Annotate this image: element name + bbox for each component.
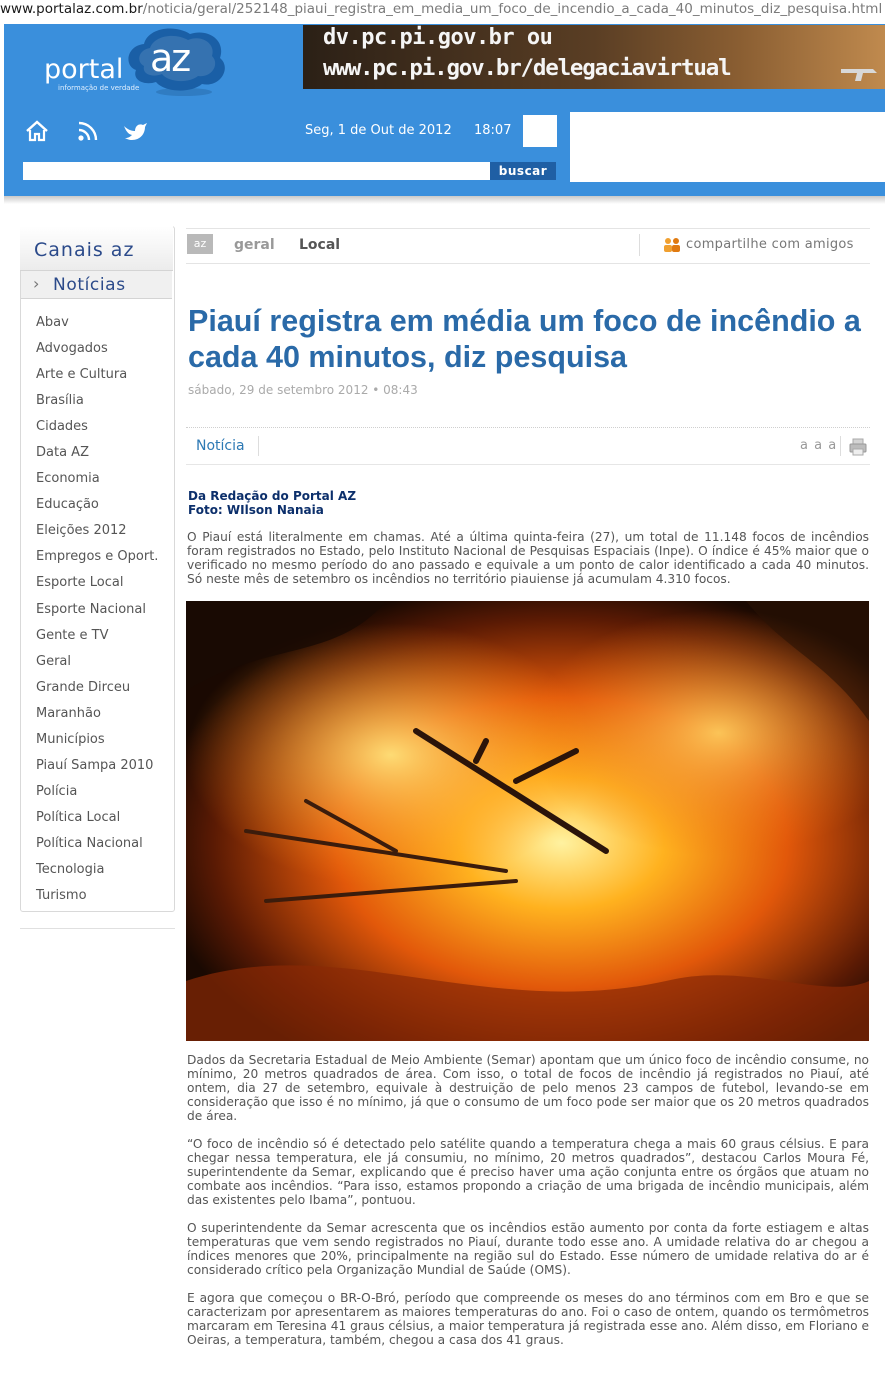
sidebar-item[interactable]: Polícia (36, 784, 78, 799)
banner-line2: www.pc.pi.gov.br/delegaciavirtual (323, 55, 731, 81)
pistol-icon (839, 65, 879, 83)
logo-word: portal (44, 54, 124, 85)
sidebar-item[interactable]: Política Nacional (36, 836, 143, 851)
share-people-icon[interactable] (662, 237, 682, 253)
header-time: 18:07 (474, 123, 512, 138)
tab-divider (639, 234, 640, 256)
article-paragraph-5: E agora que começou o BR-O-Bró, período que compreende os meses do ano términos com em Bro e que se caracterizam por apresentarem as maiores temperaturas do ano. Foi o caso de ontem, quando os termômetros marcaram em Teresina 41 graus célsius, a maior temperatura já registrada esse ano. Além disso, em Floriano e Oeiras, a temperatura, também, chegou a casa dos 41 graus. (187, 1291, 869, 1348)
sidebar-title (20, 226, 173, 271)
divider (258, 436, 259, 456)
credit-author: Da Redação do Portal AZ (188, 489, 357, 503)
header-date: Seg, 1 de Out de 2012 (305, 123, 452, 138)
sidebar-section-noticias[interactable] (21, 271, 172, 299)
article-paragraph-4: O superintendente da Semar acrescenta que os incêndios estão aumento por conta da forte estiagem e altas temperaturas que vem sendo registrados no Piauí, durante todo esse ano. A umidade relativa do ar chegou a índices menores que 20%, principalmente na região sul do Estado. Esse número de umidade relativa do ar é considerado crítico pela Organização Mundial de Saúde (OMS). (187, 1221, 869, 1278)
sidebar-item[interactable]: Esporte Nacional (36, 602, 146, 617)
sidebar-item[interactable]: Arte e Cultura (36, 367, 128, 382)
sidebar-section-label: Notícias (53, 275, 126, 295)
sidebar-item[interactable]: Eleições 2012 (36, 523, 127, 538)
article-paragraph-3: “O foco de incêndio só é detectado pelo satélite quando a temperatura chega a mais 60 graus célsius. E para chegar nessa temperatura, ele já consumiu, no mínimo, 20 metros quadrados”, destacou Carlos Moura Fé, superintendente da Semar, explicando que é preciso haver uma ação conjunta entre os órgãos que atuam no combate aos incêndios. “Para isso, estamos propondo a criação de uma brigada de incêndio municipais, além das existentes pelo Ibama”, pontuou. (187, 1137, 869, 1208)
article-credit (188, 489, 356, 517)
sidebar-item[interactable]: Advogados (36, 341, 108, 356)
home-icon[interactable] (24, 118, 50, 144)
sidebar-item[interactable]: Esporte Local (36, 575, 124, 590)
logo-tagline: informação de verdade (58, 84, 140, 92)
divider (840, 436, 841, 456)
url-path: /noticia/geral/252148_piaui_registra_em_media_um_foco_de_incendio_a_cada_40_minutos_diz_pesquisa.html (142, 1, 883, 17)
header-weather-box (523, 115, 557, 147)
url-bar[interactable] (0, 0, 889, 20)
sidebar-item[interactable]: Educação (36, 497, 99, 512)
tab-local[interactable]: Local (299, 237, 341, 253)
sidebar-item[interactable]: Política Local (36, 810, 121, 825)
rss-icon[interactable] (75, 118, 101, 144)
sidebar-item[interactable]: Gente e TV (36, 628, 109, 643)
sidebar-item[interactable]: Brasília (36, 393, 84, 408)
print-icon[interactable] (848, 437, 868, 457)
sidebar-item[interactable]: Tecnologia (36, 862, 105, 877)
chevron-right-icon: › (33, 274, 40, 293)
sidebar-item[interactable]: Cidades (36, 419, 88, 434)
header-ad-slot (570, 112, 885, 182)
tab-geral[interactable]: geral (234, 237, 275, 253)
banner-line1: dv.pc.pi.gov.br ou (323, 25, 553, 50)
sidebar-item[interactable]: Maranhão (36, 706, 101, 721)
sidebar-item[interactable]: Abav (36, 315, 69, 330)
search-input[interactable] (23, 162, 490, 180)
article-dateline: sábado, 29 de setembro 2012 • 08:43 (188, 383, 418, 397)
url-domain: www.portalaz.com.br (0, 1, 143, 17)
credit-photo: Foto: WIlson Nanaia (188, 503, 324, 517)
sidebar-item[interactable]: Piauí Sampa 2010 (36, 758, 154, 773)
article-paragraph-2: Dados da Secretaria Estadual de Meio Ambiente (Semar) apontam que um único foco de incêndio consume, no mínimo, 20 metros quadrados de área. Com isso, o total de focos de incêndio já registrados no Piauí, até ontem, dia 27 de setembro, equivale à destruição de pelo menos 23 campos de futebol, levando-se em consideração que isso é no mínimo, já que o consumo de um foco pode ser maior que os 20 metros quadrados de área. (187, 1053, 869, 1124)
twitter-bird-icon[interactable] (122, 118, 148, 144)
ad-banner-delegacia[interactable] (303, 25, 885, 89)
sidebar-item[interactable]: Empregos e Oport. (36, 549, 159, 564)
sidebar-item[interactable]: Economia (36, 471, 100, 486)
sidebar-item[interactable]: Municípios (36, 732, 105, 747)
font-size-control[interactable]: a a a (800, 438, 838, 453)
article-headline: Piauí registra em média um foco de incêndio a cada 40 minutos, diz pesquisa (188, 304, 861, 374)
sidebar-title-text: Canais az (34, 239, 135, 261)
sidebar-item[interactable]: Grande Dirceu (36, 680, 131, 695)
az-badge: az (187, 234, 213, 254)
sidebar-item[interactable]: Data AZ (36, 445, 89, 460)
logo-mark: az (150, 36, 190, 80)
header-shadow (4, 196, 885, 204)
divider (186, 464, 870, 465)
article-paragraph-1: O Piauí está literalmente em chamas. Até a última quinta-feira (27), um total de 11.148 focos de incêndios foram registrados no Estado, pelo Instituto Nacional de Pesquisas Espaciais (Inpe). O índice é 45% maior que o verificado no mesmo período do ano passado e equivale a um ponto de calor identificado a cada 40 minutos. Só neste mês de setembro os incêndios no território piauiense já acumulam 4.310 focos. (187, 530, 869, 587)
article-photo-fire[interactable] (186, 601, 869, 1041)
sidebar-item[interactable]: Turismo (36, 888, 87, 903)
portal-az-logo[interactable] (44, 26, 244, 100)
category-label[interactable]: Notícia (196, 438, 245, 454)
divider (186, 427, 870, 428)
sidebar-footer (20, 911, 175, 929)
share-with-friends-link[interactable]: compartilhe com amigos (686, 237, 854, 252)
sidebar-item[interactable]: Geral (36, 654, 71, 669)
search-button[interactable]: buscar (490, 162, 556, 180)
